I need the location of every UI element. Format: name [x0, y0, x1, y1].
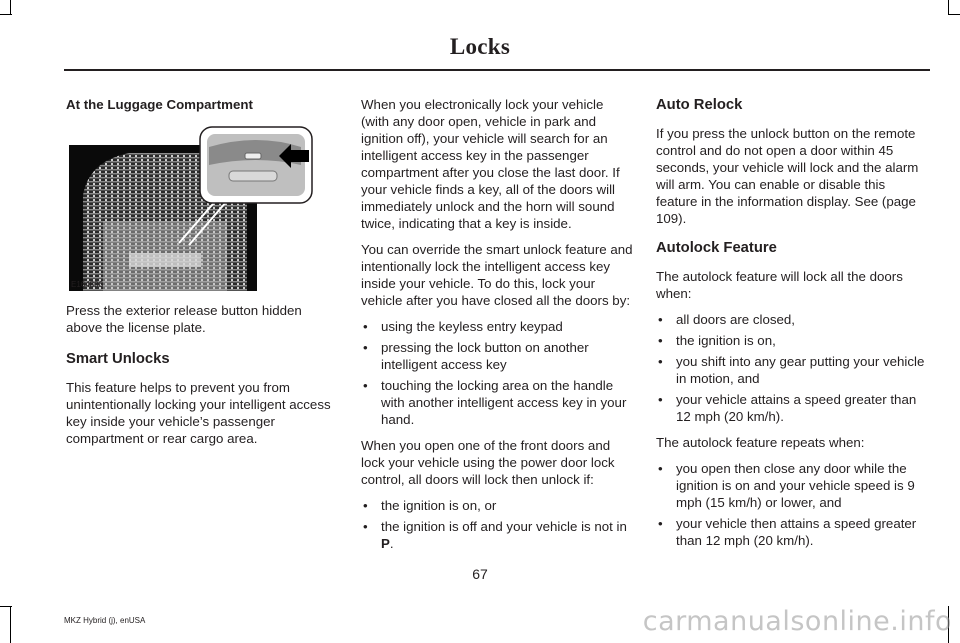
- paragraph-autolock-repeats: The autolock feature repeats when:: [656, 435, 865, 450]
- column-right: [656, 96, 928, 558]
- crop-mark-bottom-left-v: [10, 606, 11, 643]
- gear-p-label: P: [381, 536, 390, 551]
- list-autolock-repeat-conditions: [656, 460, 928, 549]
- list-item: • all doors are closed,: [658, 312, 795, 327]
- list-override-methods: [361, 318, 633, 428]
- list-item: • pressing the lock button on another intelligent access key: [363, 340, 589, 372]
- paragraph-auto-relock: If you press the unlock button on the remote control and do not open a door within 45 seconds, your vehicle will lock and the alarm will arm. You can enable or disable this feature in the information display. See (page 109).: [656, 126, 919, 226]
- bullet-icon: •: [658, 461, 663, 476]
- list-item: • the ignition is on,: [658, 333, 776, 348]
- paragraph-electronic-lock: When you electronically lock your vehicle (with any door open, vehicle in park and ignition off), your vehicle will search for an intelligent access key in the passenger compartment after you close the last door. If your vehicle finds a key, all of the doors will immediately unlock and the horn will sound twice, indicating that a key is inside.: [361, 97, 620, 231]
- bullet-icon: •: [658, 333, 663, 348]
- list-item: • your vehicle then attains a speed greater than 12 mph (20 km/h).: [658, 516, 917, 548]
- subheading-luggage-compartment: At the Luggage Compartment: [66, 97, 253, 112]
- header-rule: [64, 69, 930, 71]
- bullet-icon: •: [658, 516, 663, 531]
- figure-luggage-compartment: [69, 125, 313, 291]
- bullet-icon: •: [363, 378, 368, 393]
- list-item: • you shift into any gear putting your vehicle in motion, and: [658, 354, 925, 386]
- bullet-icon: •: [363, 319, 368, 334]
- bullet-icon: •: [363, 340, 368, 355]
- bullet-icon: •: [363, 498, 368, 513]
- column-middle: [361, 96, 633, 561]
- crop-mark-bottom-left-h: [0, 606, 12, 607]
- list-item: • touching the locking area on the handle with another intelligent access key in your hand.: [363, 378, 627, 427]
- list-conditions: [361, 497, 633, 552]
- page-number: 67: [472, 566, 488, 582]
- list-item: • using the keyless entry keypad: [363, 319, 563, 334]
- paragraph-smart-unlocks: This feature helps to prevent you from unintentionally locking your intelligent access key inside your vehicle’s passenger compartment or rear cargo area.: [66, 380, 331, 446]
- list-item: • you open then close any door while the ignition is on and your vehicle speed is 9 mph (15 km/h) or lower, and: [658, 461, 915, 510]
- bullet-icon: •: [658, 312, 663, 327]
- bullet-icon: •: [658, 392, 663, 407]
- figure-id-label: E164806: [71, 280, 104, 289]
- paragraph-override: You can override the smart unlock feature and intentionally lock the intelligent access key inside your vehicle. To do this, lock your vehicle after you have closed all the doors by:: [361, 242, 633, 308]
- heading-auto-relock: Auto Relock: [656, 97, 743, 113]
- paragraph-release-button: Press the exterior release button hidden above the license plate.: [66, 303, 302, 335]
- list-autolock-conditions: [656, 311, 928, 425]
- bullet-icon: •: [658, 354, 663, 369]
- crop-mark-top-right-v: [948, 0, 949, 14]
- paragraph-front-doors: When you open one of the front doors and lock your vehicle using the power door lock control, all doors will lock then unlock if:: [361, 438, 615, 487]
- paragraph-autolock-intro: The autolock feature will lock all the doors when:: [656, 269, 903, 301]
- footer-model: MKZ Hybrid (j), enUSA: [64, 616, 146, 625]
- crop-mark-top-left-v: [10, 0, 11, 14]
- heading-autolock-feature: Autolock Feature: [656, 240, 777, 256]
- page-title: Locks: [449, 34, 511, 59]
- vehicle-rear-illustration: [69, 125, 313, 291]
- watermark: carmanualsonline.info: [642, 606, 952, 637]
- crop-mark-top-left-h: [0, 14, 12, 15]
- list-item: • the ignition is on, or: [363, 498, 497, 513]
- heading-smart-unlocks: Smart Unlocks: [66, 351, 170, 367]
- list-item: • your vehicle attains a speed greater than 12 mph (20 km/h).: [658, 392, 917, 424]
- list-item: • the ignition is off and your vehicle is not in P.: [363, 519, 627, 551]
- crop-mark-top-right-h: [948, 14, 960, 15]
- bullet-icon: •: [363, 519, 368, 534]
